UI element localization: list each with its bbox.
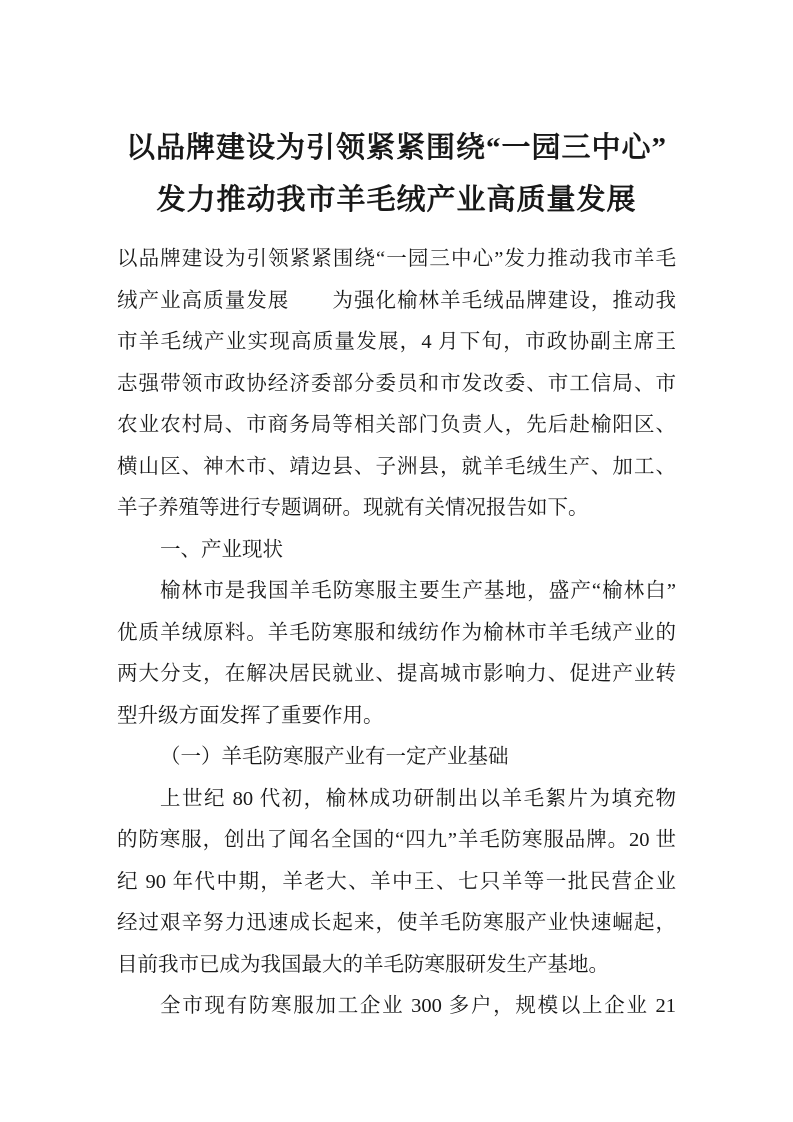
- text-line: 以品牌建设为引领紧紧围绕“一园三中心”发力推动我市羊毛: [117, 248, 676, 270]
- document-body: [117, 239, 676, 1028]
- text-line: 羊子养殖等进行专题调研。现就有关情况报告如下。: [117, 497, 589, 519]
- title-line-1: 以品牌建设为引领紧紧围绕“一园三中心”: [125, 132, 667, 164]
- text-line: 横山区、神木市、靖边县、子洲县，就羊毛绒生产、加工、: [117, 455, 676, 478]
- text-line: 市羊毛绒产业实现高质量发展，4 月下旬，市政协副主席王: [117, 331, 676, 353]
- title-line-2: 发力推动我市羊毛绒产业高质量发展: [156, 184, 637, 216]
- text-line: 农业农村局、市商务局等相关部门负责人，先后赴榆阳区、: [117, 414, 676, 436]
- text-line: 型升级方面发挥了重要作用。: [117, 704, 384, 727]
- text-line: 一、产业现状: [160, 538, 283, 561]
- text-line: 的防寒服，创出了闻名全国的“四九”羊毛防寒服品牌。20 世: [117, 829, 676, 851]
- text-line: 上世纪 80 代初，榆林成功研制出以羊毛絮片为填充物: [160, 787, 676, 810]
- text-line: （一）羊毛防寒服产业有一定产业基础: [160, 746, 509, 768]
- text-line: 榆林市是我国羊毛防寒服主要生产基地，盛产“榆林白”: [160, 580, 676, 602]
- text-line: 目前我市已成为我国最大的羊毛防寒服研发生产基地。: [117, 953, 609, 976]
- text-line: 优质羊绒原料。羊毛防寒服和绒纺作为榆林市羊毛绒产业的: [117, 621, 676, 644]
- text-line: 纪 90 年代中期，羊老大、羊中王、七只羊等一批民营企业: [117, 870, 676, 893]
- text-line: 绒产业高质量发展 为强化榆林羊毛绒品牌建设，推动我: [117, 289, 676, 312]
- text-line: 经过艰辛努力迅速成长起来，使羊毛防寒服产业快速崛起，: [117, 912, 676, 934]
- text-line: 志强带领市政协经济委部分委员和市发改委、市工信局、市: [117, 372, 676, 395]
- text-line: 全市现有防寒服加工企业 300 多户，规模以上企业 21: [160, 995, 676, 1017]
- text-line: 两大分支，在解决居民就业、提高城市影响力、促进产业转: [117, 663, 676, 685]
- document-title: [117, 122, 676, 226]
